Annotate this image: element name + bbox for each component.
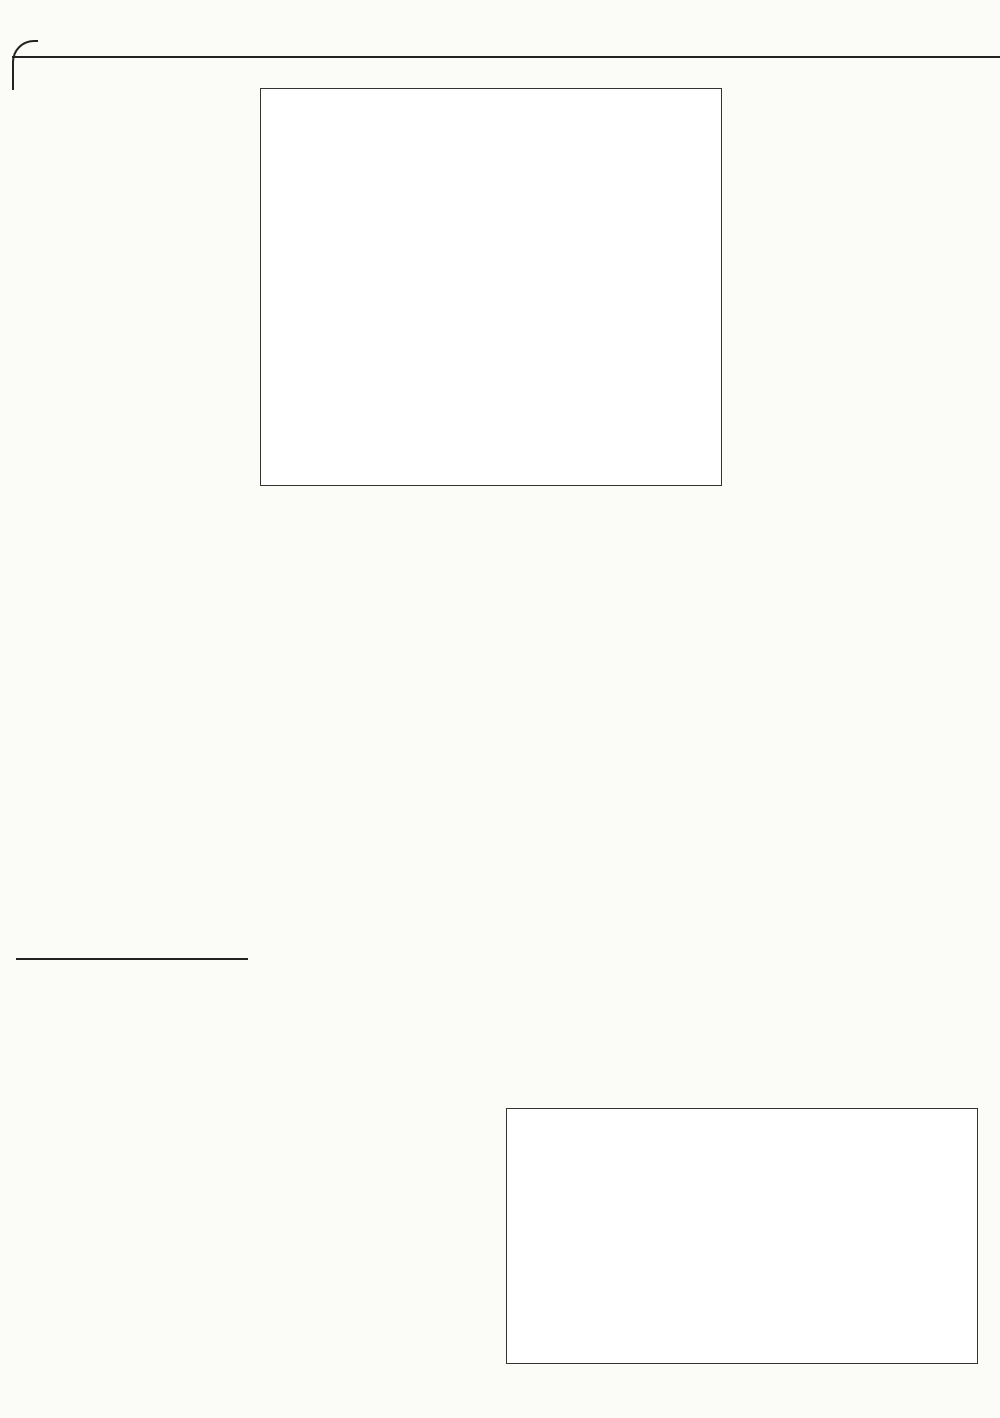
figure-5 [506, 1108, 978, 1364]
column-1 [16, 90, 248, 98]
column-3-bottom [500, 670, 730, 678]
figure-4-diagram [261, 89, 721, 485]
column-4 [745, 90, 970, 106]
column-2-bottom [258, 846, 488, 854]
column-2 [258, 512, 488, 520]
figure-5-diagram [507, 1109, 977, 1363]
header-rule [12, 56, 1000, 58]
column-1-bottom [16, 1000, 248, 1008]
section-rule [16, 958, 248, 960]
header-curve [12, 40, 38, 90]
figure-4 [260, 88, 722, 486]
section-heading-fehlersuche [16, 962, 248, 970]
page-header [12, 20, 1000, 68]
column-3 [500, 512, 730, 520]
